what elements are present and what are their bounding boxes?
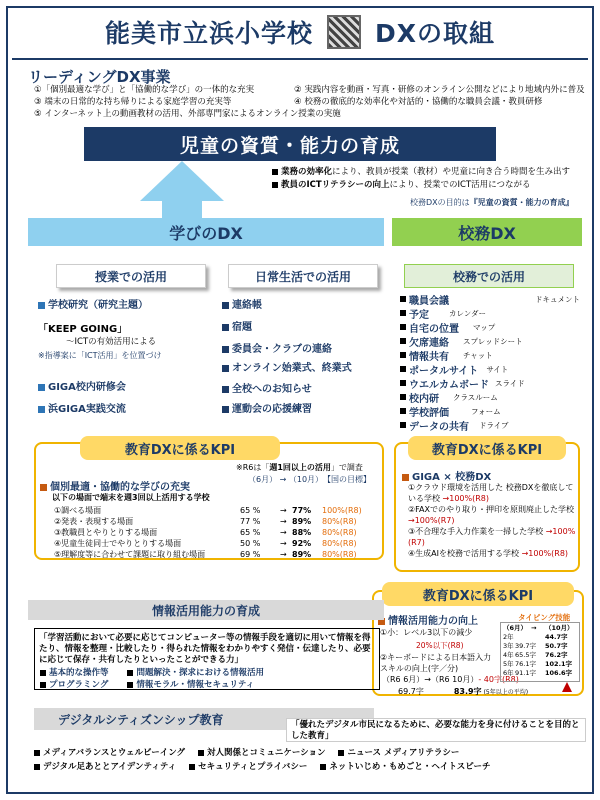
typing-grade: 6年 xyxy=(503,669,514,677)
manabi-dx-band: 学びのDX xyxy=(28,218,384,246)
jugyo-item xyxy=(38,296,148,311)
bullet-icon xyxy=(34,764,40,770)
typing-grade: 2年 xyxy=(503,633,514,641)
leading-item: ①「個別最適な学び」と「協働的な学び」の一体的な充実 xyxy=(34,85,255,95)
koumu-item xyxy=(400,292,584,306)
koumu-item-tool: フォーム xyxy=(471,406,501,416)
kpi2-row-text: ②FAXでのやり取り・押印を原則廃止した学校 xyxy=(408,505,574,514)
koumu-item-label: ポータルサイト xyxy=(409,365,479,377)
koumu-item-tool: カレンダー xyxy=(449,308,487,318)
nichijo-item-label: 連絡帳 xyxy=(232,300,262,311)
leading-item: ③ 端末の日常的な持ち帰りによる家庭学習の充実等 xyxy=(34,97,232,107)
typing-from xyxy=(515,633,545,642)
kpi2-row xyxy=(408,526,576,548)
kpi2-row-goal: →100%(R7) xyxy=(408,516,455,525)
kpi2-row-text: ④生成AIを校務で活用する学校 xyxy=(408,549,520,558)
koumu-item-label: 学校評価 xyxy=(409,407,449,419)
nichijo-item xyxy=(222,380,312,395)
typing-grade: 4年 xyxy=(503,651,514,659)
purpose-prefix: 校務DXの目的は xyxy=(410,198,470,207)
leading-dx-items xyxy=(34,84,590,120)
kpi3-item2-note: (5年以上の平均) xyxy=(483,689,529,696)
bullet-icon xyxy=(38,384,45,391)
koumu-item-tool: クラスルーム xyxy=(453,392,498,402)
koumu-item xyxy=(400,334,584,348)
typing-from: 65.5字 xyxy=(515,651,536,659)
kpi3-item2-period: （R6 6月）→（R6 10月） xyxy=(382,675,479,684)
kpi1-row-goal: 80%(R8) xyxy=(322,528,357,537)
effect-bold: 教員のICTリテラシーの向上 xyxy=(281,180,390,190)
up-arrow-head xyxy=(140,161,224,201)
purpose-note xyxy=(410,197,574,208)
koumu-item-tool: ドキュメント xyxy=(535,294,580,304)
kpi1-row-from: 65 % xyxy=(240,506,261,515)
kpi1-note2: （6月） → （10月） 【国の目標】 xyxy=(248,475,372,484)
keep-going: 「KEEP GOING」 xyxy=(38,324,128,335)
effect-text: により、教員が授業（教材）や児童に向き合う時間を生み出す xyxy=(332,167,571,177)
koumu-item-label: 予定 xyxy=(409,309,429,321)
koumu-item xyxy=(400,320,584,334)
kpi2-rows xyxy=(408,482,576,559)
up-arrow-shaft xyxy=(162,200,202,218)
bullet-icon xyxy=(400,380,406,386)
koumu-item-tool: スライド xyxy=(495,378,525,388)
koumu-item-label: 校内研 xyxy=(409,393,439,405)
koumu-item xyxy=(400,418,584,432)
bullet-icon xyxy=(400,352,406,358)
jugyo-item-label: GIGA校内研修会 xyxy=(48,382,126,393)
bullet-icon xyxy=(400,324,406,330)
purpose-value: 『児童の資質・能力の育成』 xyxy=(469,198,574,207)
nichijo-item xyxy=(222,400,312,415)
nichijo-item-label: 運動会の応援練習 xyxy=(232,404,312,415)
kpi2-row-goal: →100%(R8) xyxy=(521,549,569,558)
koumu-item xyxy=(400,348,584,362)
kpi3-item2-from: 69.7字 xyxy=(398,687,424,696)
typing-from: 39.7字 xyxy=(515,642,536,650)
kpi1-note-text: ※R6は「 xyxy=(236,463,270,472)
typing-to: 44.7字 xyxy=(545,633,568,641)
school-name: 能美市立浜小学校 xyxy=(104,19,313,48)
koumu-item-tool: サイト xyxy=(486,364,509,374)
bullet-icon xyxy=(34,750,40,756)
kpi1-row-goal: 80%(R8) xyxy=(322,539,357,548)
kpi1-row: ②発表・表現する場面 77 % → 89% 80%(R8) xyxy=(54,517,357,526)
kpi2-row-text: ③不合理な手入力作業を一掃した学校 xyxy=(408,527,544,536)
jugyo-note: ※指導案に「ICT活用」を位置づけ xyxy=(38,351,162,360)
bullet-icon xyxy=(222,386,229,393)
kpi1-row-label: ⑤理解度等に合わせて課題に取り組む場面 xyxy=(54,550,206,559)
info-heading: 情報活用能力の育成 xyxy=(28,600,384,620)
typing-row xyxy=(503,642,577,651)
nichijo-item xyxy=(222,359,352,374)
jugyo-item xyxy=(38,400,126,415)
bullet-icon xyxy=(400,296,406,302)
bullet-icon xyxy=(38,302,45,309)
kpi1-note-text: 」で調査 xyxy=(330,463,363,472)
typing-to: 102.1字 xyxy=(545,660,573,668)
kpi1-row-label: ④児童生徒同士でやりとりする場面 xyxy=(54,539,182,548)
koumu-use-heading: 校務での活用 xyxy=(404,264,574,288)
info-item: 基本的な操作等 xyxy=(49,668,109,678)
effect-bold: 業務の効率化 xyxy=(281,167,333,177)
bullet-icon xyxy=(222,406,229,413)
bullet-icon xyxy=(222,324,229,331)
koumu-item-label: 自宅の位置 xyxy=(409,323,459,335)
kpi2-row-goal: →100%(R8) xyxy=(442,494,490,503)
typing-to: 106.6字 xyxy=(545,669,573,677)
kpi3-title-text: 情報活用能力の向上 xyxy=(388,616,478,627)
bullet-icon xyxy=(320,764,326,770)
goal-banner: 児童の資質・能力の育成 xyxy=(84,127,496,161)
koumu-dx-band: 校務DX xyxy=(392,218,582,246)
kpi1-row: ④児童生徒同士でやりとりする場面 50 % → 92% 80%(R8) xyxy=(54,539,357,548)
citizen-item: セキュリティとプライバシー xyxy=(198,762,308,772)
kpi1-note-bold: 週1回以上の活用 xyxy=(269,463,331,472)
koumu-item-label: 情報共有 xyxy=(409,351,449,363)
kpi3-item1: ①小：レベル3以下の減少 xyxy=(380,628,473,637)
leading-item: ② 実践内容を動画・写真・研修のオンライン公開などにより地域内外に普及 xyxy=(294,85,585,95)
kpi1-title xyxy=(40,478,190,493)
kpi1-row-from: 77 % xyxy=(240,517,261,526)
keep-going-sub: ～ICTの有効活用による xyxy=(66,337,157,347)
typing-row xyxy=(503,669,577,678)
typing-row xyxy=(503,660,577,669)
typing-grade: 5年 xyxy=(503,660,514,668)
bullet-icon xyxy=(40,670,46,676)
citizen-items-row2 xyxy=(34,760,490,772)
bullet-icon xyxy=(127,670,133,676)
kpi2-row xyxy=(408,504,576,526)
jugyo-heading: 授業での活用 xyxy=(56,264,206,288)
nichijo-item-label: 委員会・クラブの連絡 xyxy=(232,344,332,355)
kpi1-row: ①調べる場面 65 % → 77% 100%(R8) xyxy=(54,506,362,515)
kpi2-row-goal: →100%(R7) xyxy=(408,527,576,547)
bullet-icon xyxy=(272,182,278,188)
koumu-item xyxy=(400,404,584,418)
kpi3-item2-goal: - 40字(R8) xyxy=(478,675,519,684)
kpi1-row-to: 89% xyxy=(292,550,312,559)
citizen-item: メディアバランスとウェルビーイング xyxy=(43,748,186,758)
typing-header-cell: （10月） xyxy=(545,624,574,632)
bullet-icon xyxy=(400,310,406,316)
kpi1-row: ⑤理解度等に合わせて課題に取り組む場面 69 % → 89% 80%(R8) xyxy=(54,550,357,559)
citizen-item: デジタル足あととアイデンティティ xyxy=(43,762,177,772)
koumu-item-label: 職員会議 xyxy=(409,295,449,307)
koumu-item xyxy=(400,362,584,376)
bullet-icon xyxy=(222,346,229,353)
leading-item: ④ 校務の徹底的な効率化や対話的・協働的な職員会議・教員研修 xyxy=(294,97,543,107)
koumu-item-tool: マップ xyxy=(473,322,496,332)
info-item: プログラミング xyxy=(49,680,109,690)
leading-item: ⑤ インターネット上の動画教材の活用、外部専門家によるオンライン授業の実施 xyxy=(34,109,341,119)
kpi1-note1 xyxy=(236,462,363,473)
nichijo-item-label: 宿題 xyxy=(232,322,252,333)
kpi1-row-from: 65 % xyxy=(240,528,261,537)
kpi2-title-text: GIGA × 校務DX xyxy=(412,472,492,483)
kpi1-row-from: 50 % xyxy=(240,539,261,548)
nichijo-item xyxy=(222,318,252,333)
citizen-items-row1 xyxy=(34,746,459,758)
nichijo-item-label: オンライン始業式、終業式 xyxy=(232,363,352,374)
koumu-item xyxy=(400,376,584,390)
typing-header-cell: → xyxy=(531,624,537,632)
kpi1-row: ③教職員とやりとりする場面 65 % → 88% 80%(R8) xyxy=(54,528,357,537)
typing-grade: 3年 xyxy=(503,642,514,650)
typing-to: 50.7字 xyxy=(545,642,568,650)
kpi1-subtitle: 以下の場面で端末を週3回以上活用する学校 xyxy=(52,493,210,502)
koumu-item-label: データの共有 xyxy=(409,421,469,433)
typing-header xyxy=(503,624,577,633)
kpi3-item2-to: 83.9字 xyxy=(453,687,482,696)
nichijo-item-label: 全校へのお知らせ xyxy=(232,384,312,395)
typing-row xyxy=(503,651,577,660)
citizen-item: ネットいじめ・もめごと・ヘイトスピーチ xyxy=(329,762,491,772)
bullet-icon xyxy=(127,682,133,688)
bullet-icon xyxy=(40,682,46,688)
kpi1-row-to: 88% xyxy=(292,528,312,537)
koumu-item-tool: ドライブ xyxy=(479,420,509,430)
nichijo-heading: 日常生活での活用 xyxy=(228,264,378,288)
citizen-item: 対人関係とコミュニケーション xyxy=(207,748,326,758)
jugyo-item-label: 学校研究（研究主題） xyxy=(48,300,148,311)
effects xyxy=(272,166,582,192)
koumu-item-tool: スプレッドシート xyxy=(463,336,523,346)
kpi2-title xyxy=(402,468,491,483)
bullet-icon xyxy=(189,764,195,770)
kpi1-row-to: 92% xyxy=(292,539,312,548)
koumu-item xyxy=(400,390,584,404)
typing-to: 76.2字 xyxy=(545,651,568,659)
kpi2-heading: 教育DXに係るKPI xyxy=(408,436,566,460)
citizen-item: ニュース メディアリテラシー xyxy=(347,748,460,758)
nichijo-item xyxy=(222,296,262,311)
bullet-icon xyxy=(198,750,204,756)
title-dx: DXの取組 xyxy=(374,19,496,48)
effect-text: により、授業でのICT活用につながる xyxy=(389,180,531,190)
jugyo-item-label: 浜GIGA実践交流 xyxy=(48,404,126,415)
kpi3-item2: ②キーボードによる日本語入力スキルの向上(字／分) xyxy=(380,653,492,673)
kpi1-row-label: ①調べる場面 xyxy=(54,506,102,515)
typing-table xyxy=(500,622,580,682)
kpi2-row xyxy=(408,482,576,504)
kpi1-row-goal: 100%(R8) xyxy=(322,506,362,515)
koumu-item-label: ウエルカムボード xyxy=(409,379,489,391)
nichijo-item xyxy=(222,340,332,355)
info-item: 問題解決・探求における情報活用 xyxy=(136,668,264,678)
bullet-icon xyxy=(222,365,229,372)
kpi2-row-text: ①クラウド環境を活用した 校務DXを徹底している学校 xyxy=(408,483,574,503)
qr-code-icon[interactable] xyxy=(327,15,361,49)
kpi1-row-to: 77% xyxy=(292,506,312,515)
bullet-icon xyxy=(338,750,344,756)
kpi1-row-goal: 80%(R8) xyxy=(322,550,357,559)
typing-from: 76.1字 xyxy=(515,660,536,668)
bullet-icon xyxy=(38,406,45,413)
kpi1-row-to: 89% xyxy=(292,517,312,526)
kpi1-rows xyxy=(54,505,374,560)
kpi1-heading: 教育DXに係るKPI xyxy=(80,436,280,460)
kpi3-item1-goal: 20%以下(R8) xyxy=(416,641,464,650)
bullet-icon xyxy=(272,169,278,175)
kpi1-row-label: ②発表・表現する場面 xyxy=(54,517,134,526)
koumu-use-list xyxy=(400,292,584,432)
info-quote: 「学習活動において必要に応じてコンピューター等の情報手段を適切に用いて情報を得たり、情報を整理・比較したり・得られた情報をわかりやすく発信・伝達したり、必要に応じて保存・共有したりといったことができる力」 xyxy=(39,633,371,665)
bullet-icon xyxy=(400,408,406,414)
typing-header-cell: （6月） xyxy=(503,624,528,632)
kpi1-title-text: 個別最適・協働的な学びの充実 xyxy=(50,482,190,493)
koumu-item-label: 欠席連絡 xyxy=(409,337,449,349)
koumu-item xyxy=(400,306,584,320)
kpi3-item2-line xyxy=(382,674,519,685)
bullet-icon xyxy=(40,484,47,491)
info-item: 情報モラル・情報セキュリティ xyxy=(136,680,255,690)
kpi1-row-goal: 80%(R8) xyxy=(322,517,357,526)
bullet-icon xyxy=(400,394,406,400)
bullet-icon xyxy=(222,302,229,309)
typing-title: タイピング技能 xyxy=(518,613,571,622)
bullet-icon xyxy=(402,474,409,481)
bullet-icon xyxy=(400,422,406,428)
title-divider xyxy=(12,58,588,60)
kpi1-row-label: ③教職員とやりとりする場面 xyxy=(54,528,158,537)
citizen-heading: デジタルシティズンシップ教育 xyxy=(34,708,374,730)
kpi3-item2-values xyxy=(398,686,528,698)
up-arrow-icon xyxy=(562,682,572,692)
info-items-row2 xyxy=(40,678,254,690)
koumu-item-tool: チャット xyxy=(463,350,493,360)
kpi3-title xyxy=(378,612,478,627)
leading-dx-heading: リーディングDX事業 xyxy=(28,68,171,86)
typing-from: 91.1字 xyxy=(515,669,536,677)
jugyo-item xyxy=(38,378,126,393)
typing-row xyxy=(503,633,577,642)
page-title xyxy=(0,10,600,54)
kpi3-heading: 教育DXに係るKPI xyxy=(382,582,574,606)
bullet-icon xyxy=(400,338,406,344)
info-items-row1 xyxy=(40,666,264,678)
kpi1-row-from: 69 % xyxy=(240,550,261,559)
citizen-quote: 「優れたデジタル市民になるために、必要な能力を身に付けることを目的とした教育」 xyxy=(286,718,586,742)
bullet-icon xyxy=(400,366,406,372)
kpi2-row xyxy=(408,548,576,559)
